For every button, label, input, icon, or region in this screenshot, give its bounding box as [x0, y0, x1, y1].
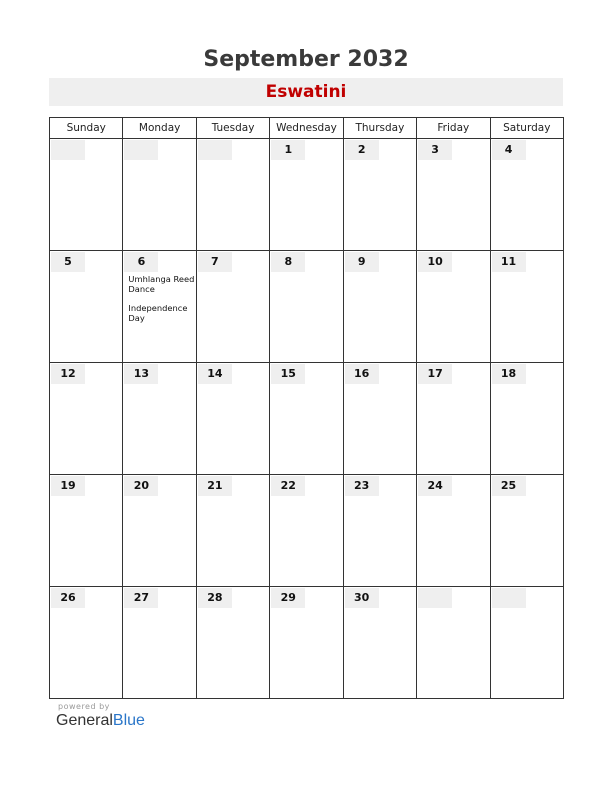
- day-number: 10: [418, 252, 452, 272]
- weekday-header-row: [50, 118, 564, 139]
- day-number: 13: [124, 364, 158, 384]
- day-cell: [123, 587, 196, 699]
- day-number: 24: [418, 476, 452, 496]
- day-cell: [123, 251, 196, 363]
- day-cell: [50, 475, 123, 587]
- day-number: 20: [124, 476, 158, 496]
- weekday-friday: Friday: [417, 118, 490, 139]
- day-cell: [50, 587, 123, 699]
- day-number: 1: [271, 140, 305, 160]
- day-number: 11: [492, 252, 526, 272]
- holiday-event: Umhlanga Reed Dance: [128, 274, 195, 294]
- week-row: [50, 475, 564, 587]
- country-name: Eswatini: [265, 82, 347, 102]
- generalblue-logo[interactable]: [56, 712, 145, 730]
- day-cell: [50, 363, 123, 475]
- weekday-wednesday: Wednesday: [270, 118, 343, 139]
- weekday-tuesday: Tuesday: [196, 118, 269, 139]
- day-cell: [417, 251, 490, 363]
- day-number: 12: [51, 364, 85, 384]
- day-number: 26: [51, 588, 85, 608]
- day-number: 21: [198, 476, 232, 496]
- day-number: 5: [51, 252, 85, 272]
- day-cell: [343, 139, 416, 251]
- brand-blue: Blue: [112, 712, 145, 729]
- day-cell: [270, 475, 343, 587]
- day-number: 22: [271, 476, 305, 496]
- day-number: 9: [345, 252, 379, 272]
- day-number: 3: [418, 140, 452, 160]
- footer: [56, 702, 145, 730]
- day-cell-empty: [417, 587, 490, 699]
- day-number: 14: [198, 364, 232, 384]
- day-number-empty: [198, 140, 232, 160]
- calendar-grid: [49, 117, 564, 699]
- day-number: 7: [198, 252, 232, 272]
- day-cell: [417, 475, 490, 587]
- day-cell: [196, 587, 269, 699]
- day-cell: [50, 251, 123, 363]
- day-cell: [343, 251, 416, 363]
- weekday-monday: Monday: [123, 118, 196, 139]
- day-number-empty: [492, 588, 526, 608]
- day-cell: [270, 251, 343, 363]
- day-cell: [417, 363, 490, 475]
- day-cell: [490, 363, 563, 475]
- day-cell: [196, 363, 269, 475]
- day-number: 25: [492, 476, 526, 496]
- week-row: [50, 587, 564, 699]
- weekday-sunday: Sunday: [50, 118, 123, 139]
- weekday-saturday: Saturday: [490, 118, 563, 139]
- day-number: 2: [345, 140, 379, 160]
- day-cell-empty: [196, 139, 269, 251]
- week-row: [50, 363, 564, 475]
- day-cell: [343, 363, 416, 475]
- day-number: 8: [271, 252, 305, 272]
- day-cell: [196, 251, 269, 363]
- day-number: 27: [124, 588, 158, 608]
- day-number: 15: [271, 364, 305, 384]
- day-cell: [270, 363, 343, 475]
- day-cell: [490, 475, 563, 587]
- day-number: 28: [198, 588, 232, 608]
- event-list: [123, 272, 195, 323]
- day-cell: [490, 139, 563, 251]
- day-number-empty: [51, 140, 85, 160]
- weekday-thursday: Thursday: [343, 118, 416, 139]
- day-number: 30: [345, 588, 379, 608]
- day-number: 4: [492, 140, 526, 160]
- day-cell: [490, 251, 563, 363]
- day-number: 19: [51, 476, 85, 496]
- day-cell: [196, 475, 269, 587]
- day-cell: [123, 475, 196, 587]
- calendar-title: September 2032: [203, 47, 409, 72]
- holiday-event: Independence Day: [128, 303, 188, 323]
- day-cell: [343, 475, 416, 587]
- country-banner: [49, 78, 563, 106]
- day-number: 16: [345, 364, 379, 384]
- day-number: 17: [418, 364, 452, 384]
- day-number: 18: [492, 364, 526, 384]
- day-cell-empty: [123, 139, 196, 251]
- brand-general: General: [56, 712, 113, 729]
- week-row: [50, 251, 564, 363]
- day-cell: [343, 587, 416, 699]
- day-number: 6: [124, 252, 158, 272]
- powered-by-text: powered by: [58, 702, 110, 711]
- day-number-empty: [124, 140, 158, 160]
- day-cell-empty: [490, 587, 563, 699]
- day-number: 23: [345, 476, 379, 496]
- day-cell: [270, 587, 343, 699]
- day-cell-empty: [50, 139, 123, 251]
- day-cell: [123, 363, 196, 475]
- day-cell: [417, 139, 490, 251]
- week-row: [50, 139, 564, 251]
- day-number-empty: [418, 588, 452, 608]
- day-number: 29: [271, 588, 305, 608]
- day-cell: [270, 139, 343, 251]
